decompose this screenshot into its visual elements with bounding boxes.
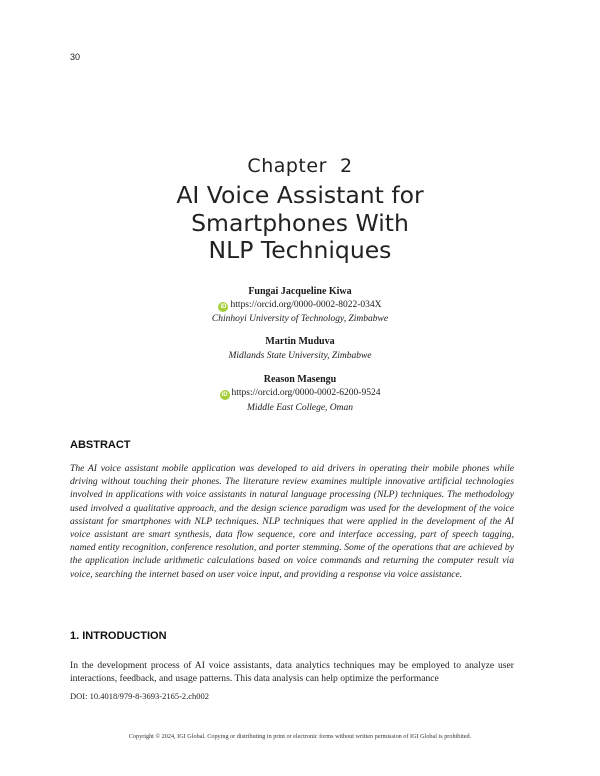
title-line: NLP Techniques [208, 236, 392, 264]
author-orcid [0, 300, 600, 312]
chapter-label: Chapter 2 [247, 155, 353, 177]
chapter-title [0, 182, 600, 265]
copyright-notice: Copyright © 2024, IGI Global. Copying or distributing in print or electronic forms without written permission of IGI Global is prohibited. [128, 733, 472, 740]
orcid-icon: iD [220, 304, 227, 310]
author-name: Martin Muduva [265, 336, 335, 347]
introduction-heading: 1. INTRODUCTION [70, 630, 167, 642]
author-name: Reason Masengu [263, 374, 337, 385]
title-line: AI Voice Assistant for [176, 181, 424, 209]
orcid-icon: iD [221, 392, 228, 398]
doi: DOI: 10.4018/979-8-3693-2165-2.ch002 [70, 691, 213, 701]
abstract-text: The AI voice assistant mobile application was developed to aid drivers in operating their mobile phones while driving without touching their phones. The literature review examines multiple innovative artificial technologies involved in applications with voice assistants in natural language processing (NLP) techniques. The methodology used involved a qualitative approach, and the design science paradigm was used for the development of the voice assistant for smartphones with NLP techniques. NLP techniques that were applied in the development of the AI voice assistant are smart synthesis, data flow sequence, core and interface accessing, part of speech tagging, named entity recognition, conference resolution, and porter stemming. Some of the operations that are achieved by the application include arithmetic calculations based on voice commands and returning the computer result via voice, searching the internet based on user voice input, and providing a response via voice assistance. [70, 463, 514, 580]
author-name: Fungai Jacqueline Kiwa [248, 286, 352, 297]
abstract-heading: ABSTRACT [70, 439, 131, 451]
author-affiliation: Middle East College, Oman [246, 403, 354, 413]
page-number: 30 [70, 52, 81, 62]
orcid-link[interactable]: https://orcid.org/0000-0002-6200-9524 [231, 388, 381, 398]
author-affiliation: Chinhoyi University of Technology, Zimbabwe [211, 314, 389, 324]
author-orcid [0, 388, 600, 400]
title-line: Smartphones With [191, 208, 409, 237]
orcid-link[interactable]: https://orcid.org/0000-0002-8022-034X [230, 300, 382, 310]
introduction-text: In the development process of AI voice assistants, data analytics techniques may be employed to analyze user interactions, feedback, and usage patterns. This data analysis can help optimize the performance [70, 660, 514, 685]
author-affiliation: Midlands State University, Zimbabwe [228, 351, 372, 361]
